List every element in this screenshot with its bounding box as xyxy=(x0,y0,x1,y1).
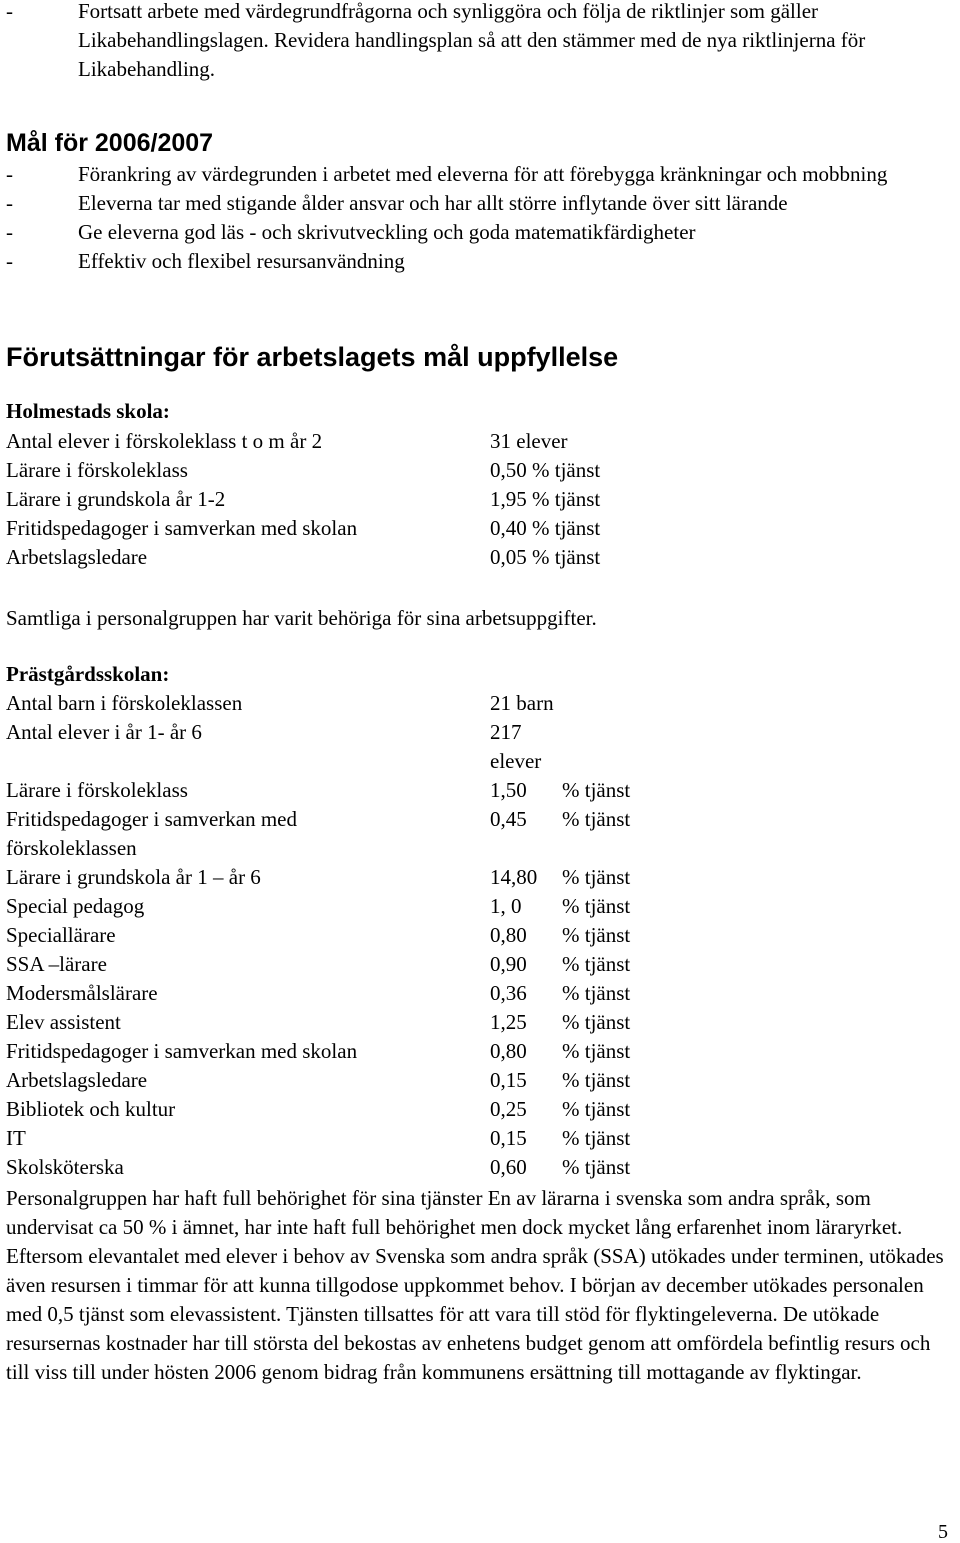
row-label xyxy=(6,805,490,863)
row-label: Fritidspedagoger i samverkan med skolan xyxy=(6,516,358,540)
row-label: Lärare i grundskola år 1 – år 6 xyxy=(6,865,261,889)
row-label: Modersmålslärare xyxy=(6,981,158,1005)
table-row xyxy=(6,718,630,776)
row-unit: % tjänst xyxy=(562,923,631,947)
table-row xyxy=(6,1153,630,1182)
row-label: Speciallärare xyxy=(6,923,116,947)
table-row xyxy=(6,485,600,514)
row-number: 0,80 xyxy=(490,923,527,947)
table-row xyxy=(6,805,630,863)
row-value: 0,40 % tjänst xyxy=(490,516,601,540)
prastgard-table xyxy=(6,689,630,1182)
row-number: 217 elever xyxy=(490,720,542,773)
row-unit: % tjänst xyxy=(562,778,631,802)
table-row xyxy=(6,689,630,718)
row-number: 1,25 xyxy=(490,1010,527,1034)
row-unit: % tjänst xyxy=(562,1039,631,1063)
row-label: Antal elever i år 1- år 6 xyxy=(6,720,202,744)
table-row xyxy=(6,921,630,950)
table-row xyxy=(6,863,630,892)
bullet-dash: - xyxy=(6,220,13,244)
row-value: 1,95 % tjänst xyxy=(490,487,601,511)
bullet-text: Fortsatt arbete med värdegrundfrågorna och synliggöra och följa de riktlinjer som gäller Likabehandlingslagen. Revidera handlingsplan så att den stämmer med de nya riktlinjerna för Likabehandling. xyxy=(78,0,866,81)
row-label: Lärare i grundskola år 1-2 xyxy=(6,487,226,511)
table-row xyxy=(6,1066,630,1095)
table-row xyxy=(6,427,600,456)
row-number: 0,80 xyxy=(490,1039,527,1063)
bullet-text: Eleverna tar med stigande ålder ansvar och har allt större inflytande över sitt lärande xyxy=(78,191,788,215)
bullet-text: Effektiv och flexibel resursanvändning xyxy=(78,249,405,273)
row-value: 31 elever xyxy=(490,429,568,453)
row-label: Skolsköterska xyxy=(6,1155,124,1179)
row-unit: % tjänst xyxy=(562,865,631,889)
row-number: 14,80 xyxy=(490,865,538,889)
bullet-text: Ge eleverna god läs - och skrivutveckling och goda matematikfärdigheter xyxy=(78,220,696,244)
table-row xyxy=(6,1037,630,1066)
holmestad-note: Samtliga i personalgruppen har varit behöriga för sina arbetsuppgifter. xyxy=(6,606,597,630)
row-unit: % tjänst xyxy=(562,807,631,831)
row-unit: % tjänst xyxy=(562,1010,631,1034)
bullet-text: Förankring av värdegrunden i arbetet med eleverna för att förebygga kränkningar och mobbning xyxy=(78,162,888,186)
prastgard-heading: Prästgårdsskolan: xyxy=(6,662,170,686)
goals-list xyxy=(6,160,958,276)
row-value: 0,05 % tjänst xyxy=(490,545,601,569)
row-number: 1,50 xyxy=(490,778,527,802)
table-row xyxy=(6,1124,630,1153)
table-row xyxy=(6,892,630,921)
row-number: 0,90 xyxy=(490,952,527,976)
row-label: Lärare i förskoleklass xyxy=(6,458,188,482)
table-row xyxy=(6,456,600,485)
table-row xyxy=(6,1008,630,1037)
row-label: Antal barn i förskoleklassen xyxy=(6,691,243,715)
table-row xyxy=(6,776,630,805)
bullet-dash: - xyxy=(6,0,13,23)
list-item xyxy=(6,247,958,276)
page-number: 5 xyxy=(938,1521,948,1543)
table-row xyxy=(6,950,630,979)
list-item xyxy=(6,189,958,218)
row-number: 21 barn xyxy=(490,691,554,715)
list-item xyxy=(6,160,958,189)
row-label: Special pedagog xyxy=(6,894,145,918)
prereq-heading: Förutsättningar för arbetslagets mål uppfyllelse xyxy=(6,342,619,372)
row-unit: % tjänst xyxy=(562,1126,631,1150)
bullet-dash: - xyxy=(6,191,13,215)
row-unit: % tjänst xyxy=(562,952,631,976)
row-value: 0,50 % tjänst xyxy=(490,458,601,482)
row-unit: % tjänst xyxy=(562,981,631,1005)
row-label: IT xyxy=(6,1126,26,1150)
row-number: 0,45 xyxy=(490,807,527,831)
holmestad-table xyxy=(6,427,600,572)
prastgard-paragraph: Personalgruppen har haft full behörighet för sina tjänster En av lärarna i svenska som andra språk, som undervisat ca 50 % i ämnet, har inte haft full behörighet men dock mycket lång erfarenhet inom läraryrket. Eftersom elevantalet med elever i behov av Svenska som andra språk (SSA) utökades under terminen, utökades även resursen i timmar för att kunna tillgodose uppkommet behov. I början av december utökades personalen med 0,5 tjänst som elevassistent. Tjänsten tillsattes för att vara till stöd för flyktingeleverna. De utökade resursernas kostnader har till största del bekostas av enhetens budget genom att omfördela befintlig resurs och till viss till under hösten 2006 genom bidrag från kommunens ersättning till mottagande av flyktingar. xyxy=(6,1186,944,1384)
intro-bullet-list xyxy=(6,0,958,84)
table-row xyxy=(6,979,630,1008)
row-label: SSA –lärare xyxy=(6,952,107,976)
row-label: Antal elever i förskoleklass t o m år 2 xyxy=(6,429,323,453)
goals-heading: Mål för 2006/2007 xyxy=(6,129,214,157)
row-unit: % tjänst xyxy=(562,1068,631,1092)
row-number: 1, 0 xyxy=(490,894,522,918)
row-label-text: Fritidspedagoger i samverkan med förskoleklassen xyxy=(6,807,298,860)
row-label: Lärare i förskoleklass xyxy=(6,778,188,802)
table-row xyxy=(6,514,600,543)
row-label: Bibliotek och kultur xyxy=(6,1097,176,1121)
list-item xyxy=(6,218,958,247)
row-number: 0,60 xyxy=(490,1155,527,1179)
row-number: 0,25 xyxy=(490,1097,527,1121)
row-unit: % tjänst xyxy=(562,894,631,918)
table-row xyxy=(6,1095,630,1124)
row-number: 0,15 xyxy=(490,1068,527,1092)
row-unit: % tjänst xyxy=(562,1155,631,1179)
table-row xyxy=(6,543,600,572)
row-number: 0,36 xyxy=(490,981,527,1005)
row-label: Elev assistent xyxy=(6,1010,121,1034)
row-unit: % tjänst xyxy=(562,1097,631,1121)
row-label: Arbetslagsledare xyxy=(6,1068,148,1092)
row-label: Fritidspedagoger i samverkan med skolan xyxy=(6,1039,358,1063)
list-item xyxy=(6,0,958,84)
bullet-dash: - xyxy=(6,162,13,186)
row-number: 0,15 xyxy=(490,1126,527,1150)
bullet-dash: - xyxy=(6,249,13,273)
row-label: Arbetslagsledare xyxy=(6,545,148,569)
holmestad-heading: Holmestads skola: xyxy=(6,399,170,423)
